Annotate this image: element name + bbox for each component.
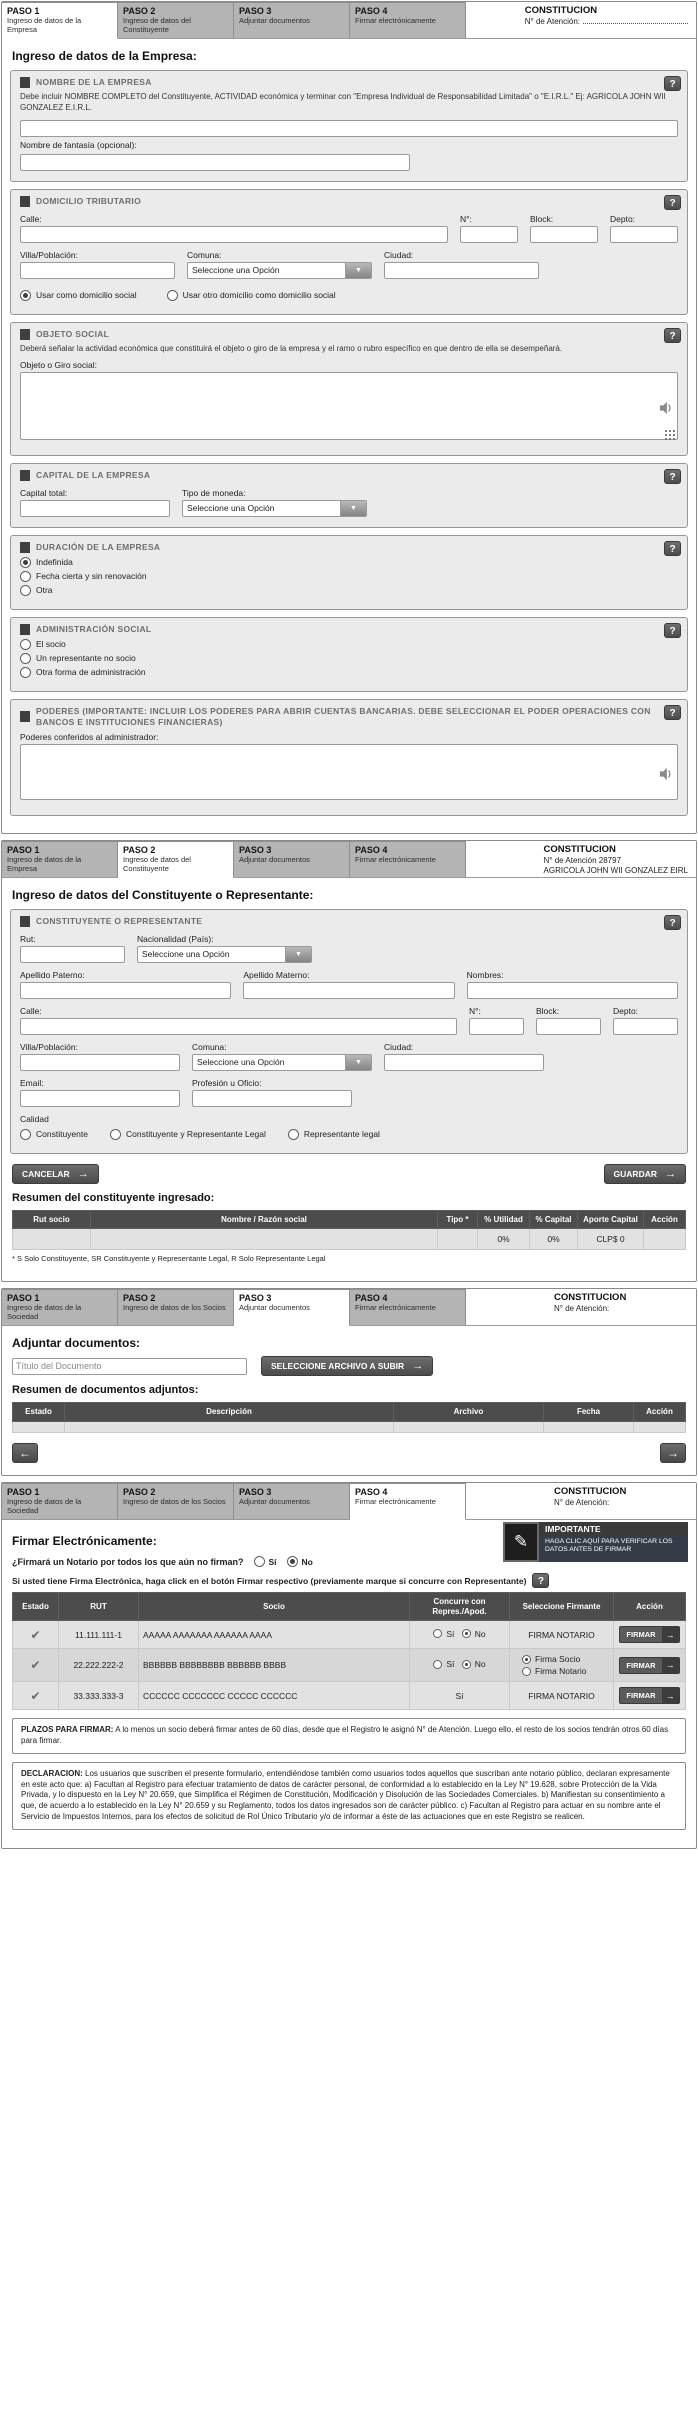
calle-label: Calle:	[20, 213, 42, 224]
tab-label: Firmar electrónicamente	[355, 854, 436, 864]
tab-step: PASO 2	[123, 6, 156, 16]
atencion-dotted-line	[583, 17, 688, 24]
section-constituyente	[10, 909, 688, 1154]
radio-firma-notario[interactable]	[522, 1667, 531, 1676]
table-row	[13, 1229, 686, 1250]
arrow-right-icon: →	[665, 1167, 676, 1180]
col-tipo: Tipo *	[438, 1210, 478, 1229]
cell-firmante: FIRMA NOTARIO	[510, 1621, 614, 1649]
objeto-help-text: Deberá señalar la actividad económica que constituirá el objeto o giro de la empresa y el ramo o rubro específico en que dentro de ella se desempeñará.	[20, 343, 563, 353]
col-aporte-capital: Aporte Capital	[578, 1210, 644, 1229]
col-rut: RUT	[59, 1593, 139, 1621]
section-bullet-icon	[20, 916, 30, 927]
moneda-select-value: Seleccione una Opción	[187, 503, 275, 514]
arrow-left-icon: ←	[19, 1446, 31, 1460]
tab-paso3[interactable]	[234, 1289, 350, 1326]
check-icon: ✔	[30, 1658, 41, 1673]
tab-paso1[interactable]	[2, 1289, 118, 1325]
cell-rut: 33.333.333-3	[59, 1682, 139, 1710]
section-bullet-icon	[20, 711, 30, 722]
speaker-icon[interactable]	[659, 767, 673, 781]
help-icon[interactable]: ?	[664, 623, 681, 638]
profesion-input[interactable]	[192, 1090, 352, 1107]
depto-input[interactable]	[610, 226, 678, 243]
radio-label: Un representante no socio	[36, 653, 136, 664]
cancelar-button[interactable]	[12, 1164, 99, 1184]
section-domicilio-tributario	[10, 189, 688, 315]
firmar-label: FIRMAR	[626, 1660, 656, 1670]
no-label: No	[301, 1556, 313, 1567]
help-icon[interactable]: ?	[664, 328, 681, 343]
block-label: Block:	[530, 213, 554, 224]
moneda-label: Tipo de moneda:	[182, 487, 246, 498]
radio-label: El socio	[36, 639, 66, 650]
check-icon: ✔	[30, 1627, 41, 1642]
tab-label: Firmar electrónicamente	[355, 16, 436, 25]
nacionalidad-label: Nacionalidad (País):	[137, 933, 214, 944]
col-concurre: Concurre con Repres./Apod.	[410, 1593, 510, 1621]
depto-label: Depto:	[613, 1005, 639, 1016]
calle-label: Calle:	[20, 1005, 42, 1016]
chevron-down-icon[interactable]: ▼	[285, 947, 311, 962]
pencil-icon: ✎	[503, 1522, 539, 1562]
radio-label: Otra forma de administración	[36, 667, 146, 678]
tab-step: PASO 2	[123, 1487, 156, 1497]
objeto-label: Objeto o Giro social:	[20, 359, 98, 370]
firmar-button[interactable]	[619, 1687, 679, 1704]
col-accion: Acción	[644, 1210, 686, 1229]
tab-label: Ingreso de datos de los Socios	[123, 1303, 226, 1313]
comuna-label: Comuna:	[192, 1041, 227, 1052]
tabbar-paso1	[2, 2, 696, 39]
col-capital: % Capital	[530, 1210, 578, 1229]
nacionalidad-select[interactable]	[137, 946, 312, 963]
radio-label: Constituyente y Representante Legal	[125, 1129, 266, 1140]
tab-paso2[interactable]	[118, 2, 234, 38]
col-rut-socio: Rut socio	[13, 1210, 91, 1229]
radio-concurre-no[interactable]	[462, 1660, 471, 1669]
radio-admin-socio[interactable]	[20, 639, 31, 650]
tab-paso1[interactable]	[2, 841, 118, 877]
arrow-right-icon: →	[662, 1627, 679, 1642]
next-button[interactable]	[660, 1443, 686, 1463]
cell-tipo	[438, 1229, 478, 1250]
tab-label: Firmar electrónicamente	[355, 1303, 436, 1313]
tab-step: PASO 3	[239, 6, 272, 16]
block-input[interactable]	[530, 226, 598, 243]
page-title: Ingreso de datos del Constituyente o Representante:	[12, 887, 314, 902]
radio-otro-domicilio[interactable]	[167, 290, 178, 301]
col-estado: Estado	[13, 1593, 59, 1621]
section-objeto-social	[10, 322, 688, 456]
help-icon[interactable]: ?	[664, 915, 681, 930]
section-bullet-icon	[20, 329, 30, 340]
numero-input[interactable]	[460, 226, 518, 243]
comuna-select[interactable]	[187, 262, 372, 279]
radio-firma-socio[interactable]	[522, 1655, 531, 1664]
moneda-select[interactable]	[182, 500, 367, 517]
panel-paso1	[1, 1, 697, 834]
cell-accion	[644, 1229, 686, 1250]
nombre-help-text: Debe incluir NOMBRE COMPLETO del Constituyente, ACTIVIDAD económica y terminar con "Empresa Individual de Responsabilidad Limitada" o "E.I.R.L." Ej: AGRICOLA JOHN WII GONZALEZ E.I.R.L.	[20, 92, 666, 112]
chevron-down-icon[interactable]: ▼	[340, 501, 366, 516]
radio-calidad-representante[interactable]	[288, 1129, 299, 1140]
arrow-right-icon: →	[412, 1360, 424, 1373]
section-bullet-icon	[20, 196, 30, 207]
section-bullet-icon	[20, 77, 30, 88]
importante-subtitle: HAGA CLIC AQUÍ PARA VERIFICAR LOS DATOS ANTES DE FIRMAR	[539, 1536, 688, 1562]
nombres-input[interactable]	[467, 982, 678, 999]
comuna-select-value: Seleccione una Opción	[197, 1057, 285, 1068]
declaracion-text: Los usuarios que suscriben el presente formulario, entendiéndose también como usuarios todos aquellos que suscriban ante notario público, declaran expresamente en este acto que: a) Facultan al Registro para efectuar tratamiento de datos de carácter personal, de conformidad a lo establecido en la Ley N° 19.628, sobre Protección de la Vida Privada, y lo dispuesto en la Ley N° 20.659, que Simplifica el Régimen de Constitución, Modificación y Disolución de las Sociedades Comerciales. b) Manifiestan su consentimiento a que, de acuerdo a lo establecido en la Ley N° 20.659 y su Reglamento, todos los datos ingresados son de carácter público. c) Facultan al Registro para actuar en su nombre ante el Servicio de Impuestos Internos, para los efectos de solicitud de Rol Único Tributario y/o de informar a éste de las actuaciones que en este Registro se realicen.	[21, 1768, 670, 1821]
help-icon[interactable]: ?	[664, 541, 681, 556]
radio-usar-label: Usar como domicilio social	[36, 290, 137, 301]
seleccione-archivo-button[interactable]	[261, 1356, 433, 1376]
tab-step: PASO 1	[7, 1487, 40, 1497]
poderes-label: Poderes conferidos al administrador:	[20, 731, 159, 742]
villa-label: Villa/Población:	[20, 249, 78, 260]
numero-label: N°:	[460, 213, 472, 224]
header-title: CONSTITUCION	[543, 843, 616, 855]
poderes-textarea-wrap	[20, 744, 678, 805]
tab-paso4[interactable]	[350, 1483, 466, 1520]
email-label: Email:	[20, 1077, 44, 1088]
tab-label: Firmar electrónicamente	[355, 1497, 436, 1506]
documentos-table	[12, 1402, 686, 1433]
section-bullet-icon	[20, 542, 30, 553]
tab-paso4[interactable]	[350, 1289, 466, 1325]
radio-concurre-si[interactable]	[433, 1660, 442, 1669]
radio-notario-no[interactable]	[287, 1556, 298, 1567]
arrow-right-icon: →	[667, 1446, 679, 1460]
constitucion-header	[536, 841, 696, 877]
radio-calidad-constituyente[interactable]	[20, 1129, 31, 1140]
cell-socio: CCCCCC CCCCCCC CCCCC CCCCCC	[139, 1682, 410, 1710]
radio-label: Indefinida	[36, 557, 73, 568]
firmar-label: FIRMAR	[626, 1691, 656, 1701]
section-title: OBJETO SOCIAL	[36, 328, 110, 339]
tab-label: Adjuntar documentos	[239, 854, 310, 864]
radio-calidad-constituyente-representante[interactable]	[110, 1129, 121, 1140]
chevron-down-icon[interactable]: ▼	[345, 1055, 371, 1070]
header-title: CONSTITUCION	[554, 1292, 627, 1304]
tab-label: Adjuntar documentos	[239, 1303, 310, 1313]
section-poderes	[10, 699, 688, 816]
firmar-button[interactable]	[619, 1657, 679, 1674]
tab-step: PASO 4	[355, 6, 388, 16]
apellido-paterno-input[interactable]	[20, 982, 231, 999]
radio-concurre-si[interactable]	[433, 1629, 442, 1638]
tab-step: PASO 2	[123, 844, 156, 855]
firmante-row: ✔ 11.111.111-1 AAAAA AAAAAAA AAAAAA AAAA Sí No FIRMA NOTARIO FIRMAR →	[13, 1621, 686, 1649]
cell-rut	[13, 1229, 91, 1250]
tab-step: PASO 1	[7, 844, 40, 855]
help-icon[interactable]: ?	[664, 76, 681, 91]
objeto-giro-textarea[interactable]	[20, 372, 678, 440]
help-icon[interactable]: ?	[664, 195, 681, 210]
col-fecha: Fecha	[544, 1403, 634, 1422]
radio-usar-domicilio[interactable]	[20, 290, 31, 301]
tabbar-paso2	[2, 841, 696, 878]
firmante-row	[13, 1682, 686, 1710]
radio-label: Otra	[36, 585, 53, 596]
tabbar-paso3	[2, 1289, 696, 1326]
section-capital-empresa	[10, 463, 688, 528]
instruction-text: Si usted tiene Firma Electrónica, haga click en el botón Firmar respectivo (previamente marque si concurre con Representante)	[12, 1575, 527, 1586]
help-icon[interactable]: ?	[664, 469, 681, 484]
capital-total-input[interactable]	[20, 500, 170, 517]
cell-rut: 22.222.222-2	[59, 1649, 139, 1682]
importante-title: IMPORTANTE	[539, 1522, 688, 1536]
section-title: ADMINISTRACIÓN SOCIAL	[36, 623, 152, 634]
section-duracion-empresa	[10, 535, 688, 610]
radio-duracion-fecha-cierta[interactable]	[20, 571, 31, 582]
tab-label: Adjuntar documentos	[239, 1497, 310, 1506]
section-administracion-social	[10, 617, 688, 692]
block-label: Block:	[536, 1005, 560, 1016]
apellido-paterno-label: Apellido Paterno:	[20, 969, 85, 980]
constitucion-header	[546, 1289, 696, 1325]
resumen-constituyente-title: Resumen del constituyente ingresado:	[12, 1191, 215, 1204]
fantasia-label: Nombre de fantasía (opcional):	[20, 140, 137, 151]
comuna-select[interactable]	[192, 1054, 372, 1071]
col-accion: Acción	[634, 1403, 686, 1422]
resumen-constituyente-table	[12, 1210, 686, 1251]
poderes-textarea[interactable]	[20, 744, 678, 800]
cell-socio: BBBBBB BBBBBBBB BBBBBB BBBB	[139, 1649, 410, 1682]
page-title: Ingreso de datos de la Empresa:	[12, 49, 197, 63]
tab-label: Ingreso de datos de la Sociedad	[7, 1497, 82, 1515]
col-firmante: Seleccione Firmante	[510, 1593, 614, 1621]
declaracion-lead: DECLARACION:	[21, 1768, 83, 1778]
section-title: DURACIÓN DE LA EMPRESA	[36, 541, 161, 552]
atencion-label: N° de Atención:	[524, 17, 580, 26]
ciudad-label: Ciudad:	[384, 249, 414, 260]
table-row-empty	[13, 1422, 686, 1433]
tab-step: PASO 4	[355, 1487, 388, 1497]
section-title: CAPITAL DE LA EMPRESA	[36, 469, 151, 480]
cell-utilidad: 0%	[478, 1229, 530, 1250]
si-label: Sí	[268, 1556, 277, 1567]
tab-label: Adjuntar documentos	[239, 16, 310, 25]
radio-notario-si[interactable]	[254, 1556, 265, 1567]
comuna-select-value: Seleccione una Opción	[192, 265, 280, 276]
section-title: CONSTITUYENTE O REPRESENTANTE	[36, 915, 203, 926]
tab-step: PASO 1	[7, 6, 40, 16]
resize-grip[interactable]	[664, 429, 675, 440]
cancelar-label: CANCELAR	[22, 1168, 70, 1179]
constitucion-header	[546, 1483, 696, 1519]
col-descripcion: Descripción	[65, 1403, 394, 1422]
back-button[interactable]	[12, 1443, 38, 1463]
seleccione-archivo-label: SELECCIONE ARCHIVO A SUBIR	[271, 1361, 405, 1372]
numero-input[interactable]	[469, 1018, 524, 1035]
tab-step: PASO 1	[7, 1293, 40, 1304]
section-title: PODERES (IMPORTANTE: INCLUIR LOS PODERES PARA ABRIR CUENTAS BANCARIAS. DEBE SELECCIONAR EL PODER OPERACIONES CON BANCOS E INSTITUCIONES FINANCIERAS)	[36, 705, 651, 727]
calle-input[interactable]	[20, 226, 448, 243]
section-bullet-icon	[20, 624, 30, 635]
page-title: Firmar Electrónicamente:	[12, 1534, 157, 1548]
check-icon: ✔	[30, 1688, 41, 1703]
radio-duracion-indefinida[interactable]	[20, 557, 31, 568]
arrow-right-icon: →	[662, 1658, 679, 1673]
declaracion-box	[12, 1762, 686, 1830]
firmante-row: ✔ 22.222.222-2 BBBBBB BBBBBBBB BBBBBB BBBB Sí No Firma Socio Firma Notario FIRMAR →	[13, 1649, 686, 1682]
apellido-materno-input[interactable]	[243, 982, 454, 999]
calidad-label: Calidad	[20, 1113, 49, 1124]
page-title: Adjuntar documentos:	[12, 1336, 140, 1351]
cell-nombre	[91, 1229, 438, 1250]
tab-label: Ingreso de datos del Constituyente	[123, 16, 191, 34]
section-title: DOMICILIO TRIBUTARIO	[36, 195, 141, 206]
tab-step: PASO 2	[123, 1293, 156, 1304]
col-socio: Socio	[139, 1593, 410, 1621]
arrow-right-icon: →	[662, 1688, 679, 1703]
radio-admin-representante[interactable]	[20, 653, 31, 664]
firmantes-table	[12, 1592, 686, 1710]
tab-step: PASO 3	[239, 1293, 272, 1304]
ciudad-input[interactable]	[384, 1054, 544, 1071]
guardar-label: GUARDAR	[613, 1168, 657, 1179]
col-utilidad: % Utilidad	[478, 1210, 530, 1229]
tab-label: Ingreso de datos de los Socios	[123, 1497, 226, 1506]
cell-capital: 0%	[530, 1229, 578, 1250]
titulo-documento-input[interactable]	[12, 1358, 247, 1375]
tab-paso3[interactable]	[234, 2, 350, 38]
capital-total-label: Capital total:	[20, 487, 68, 498]
comuna-label: Comuna:	[187, 249, 222, 260]
tab-step: PASO 3	[239, 844, 272, 855]
email-input[interactable]	[20, 1090, 180, 1107]
firma-instruction	[12, 1573, 686, 1588]
panel-paso4	[1, 1482, 697, 1849]
tab-step: PASO 3	[239, 1487, 272, 1497]
help-icon[interactable]: ?	[664, 705, 681, 720]
rut-input[interactable]	[20, 946, 125, 963]
ciudad-label: Ciudad:	[384, 1041, 414, 1052]
plazos-box	[12, 1718, 686, 1754]
tab-paso2[interactable]	[118, 1483, 234, 1519]
tab-label: Ingreso de datos del Constituyente	[123, 854, 191, 873]
radio-label: Representante legal	[303, 1129, 380, 1140]
atencion-label: N° de Atención:	[554, 1304, 610, 1314]
tab-step: PASO 4	[355, 844, 388, 855]
cell-aporte: CLP$ 0	[578, 1229, 644, 1250]
radio-label: Constituyente	[36, 1129, 88, 1140]
radio-admin-otra[interactable]	[20, 667, 31, 678]
tab-paso4[interactable]	[350, 841, 466, 877]
tab-paso3[interactable]	[234, 1483, 350, 1519]
tab-paso2[interactable]	[118, 841, 234, 878]
radio-concurre-no[interactable]	[462, 1629, 471, 1638]
guardar-button[interactable]	[604, 1164, 686, 1184]
numero-label: N°:	[469, 1005, 481, 1016]
rut-label: Rut:	[20, 933, 36, 944]
plazos-text: A lo menos un socio deberá firmar antes de 60 días, desde que el Registro le asignó N° de Atención. Luego ello, el resto de los socios tendrán otros 60 días para firmar.	[21, 1725, 669, 1745]
panel-paso2	[1, 840, 697, 1283]
tab-paso4[interactable]	[350, 2, 466, 38]
cell-concurre: Sí	[410, 1682, 510, 1710]
objeto-textarea-wrap	[20, 372, 678, 445]
tab-paso3[interactable]	[234, 841, 350, 877]
tab-label: Ingreso de datos de la Empresa	[7, 854, 82, 873]
cell-rut: 11.111.111-1	[59, 1621, 139, 1649]
nacionalidad-select-value: Seleccione una Opción	[142, 949, 230, 960]
firmar-button[interactable]	[619, 1626, 679, 1643]
calle-input[interactable]	[20, 1018, 457, 1035]
empresa-name: AGRICOLA JOHN WII GONZALEZ EIRL	[543, 865, 688, 875]
apellido-materno-label: Apellido Materno:	[243, 969, 310, 980]
constitucion-header	[517, 2, 696, 38]
tab-step: PASO 4	[355, 1293, 388, 1304]
col-archivo: Archivo	[394, 1403, 544, 1422]
col-nombre-razon: Nombre / Razón social	[91, 1210, 438, 1229]
radio-otro-label: Usar otro domicilio como domicilio social	[182, 290, 336, 301]
cell-socio: AAAAA AAAAAAA AAAAAA AAAA	[139, 1621, 410, 1649]
depto-input[interactable]	[613, 1018, 678, 1035]
block-input[interactable]	[536, 1018, 601, 1035]
profesion-label: Profesión u Oficio:	[192, 1077, 262, 1088]
question-text: ¿Firmará un Notario por todos los que aún no firman?	[12, 1556, 244, 1567]
speaker-icon[interactable]	[659, 401, 673, 415]
tab-paso1[interactable]	[2, 1483, 118, 1519]
villa-input[interactable]	[20, 1054, 180, 1071]
col-estado: Estado	[13, 1403, 65, 1422]
depto-label: Depto:	[610, 213, 636, 224]
tabbar-paso4	[2, 1483, 696, 1520]
tab-paso2[interactable]	[118, 1289, 234, 1325]
radio-duracion-otra[interactable]	[20, 585, 31, 596]
help-icon[interactable]: ?	[532, 1573, 549, 1588]
atencion-label: N° de Atención:	[554, 1498, 610, 1507]
plazos-lead: PLAZOS PARA FIRMAR:	[21, 1725, 114, 1735]
header-title: CONSTITUCION	[524, 5, 598, 16]
chevron-down-icon[interactable]: ▼	[345, 263, 371, 278]
section-title: NOMBRE DE LA EMPRESA	[36, 77, 152, 87]
ciudad-input[interactable]	[384, 262, 539, 279]
villa-label: Villa/Población:	[20, 1041, 78, 1052]
header-title: CONSTITUCION	[554, 1486, 627, 1497]
resumen-documentos-title: Resumen de documentos adjuntos:	[12, 1384, 199, 1397]
col-accion: Acción	[614, 1593, 686, 1621]
arrow-right-icon: →	[77, 1167, 89, 1180]
tipo-footnote: * S Solo Constituyente, SR Constituyente y Representante Legal, R Solo Representante Legal	[12, 1254, 326, 1264]
tab-label: Ingreso de datos de la Sociedad	[7, 1303, 82, 1322]
nombre-fantasia-input[interactable]	[20, 154, 410, 171]
cell-firmante: FIRMA NOTARIO	[510, 1682, 614, 1710]
firmar-label: FIRMAR	[626, 1630, 656, 1640]
tab-paso1[interactable]	[2, 2, 118, 39]
section-bullet-icon	[20, 470, 30, 481]
nombre-empresa-input[interactable]	[20, 120, 678, 137]
radio-label: Fecha cierta y sin renovación	[36, 571, 147, 582]
panel-paso3	[1, 1288, 697, 1476]
atencion-label: N° de Atención 28797	[543, 855, 622, 865]
section-nombre-empresa	[10, 70, 688, 182]
tab-label: Ingreso de datos de la Empresa	[7, 16, 82, 34]
importante-banner[interactable]	[503, 1522, 688, 1562]
villa-input[interactable]	[20, 262, 175, 279]
nombres-label: Nombres:	[466, 969, 504, 980]
